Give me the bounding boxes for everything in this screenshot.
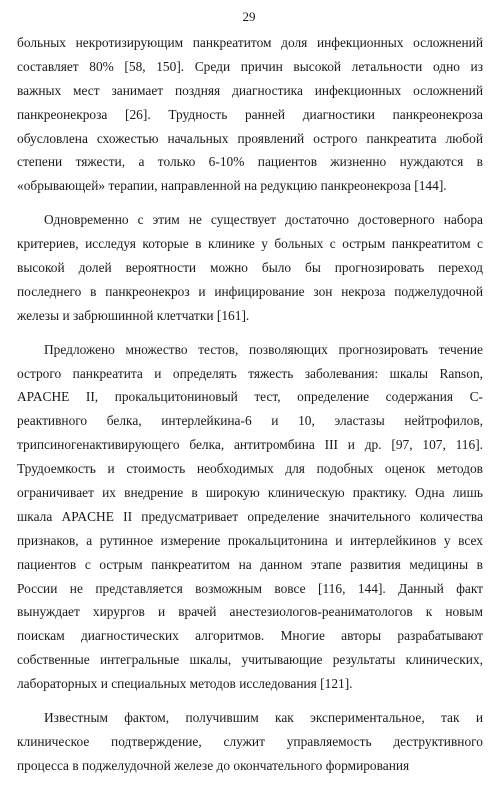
text-line: последнего в панкреонекроз и инфицирование зон некроза поджелудочной (17, 283, 483, 299)
page-number: 29 (242, 9, 256, 24)
text-line: «обрывающей» терапии, направленной на редукцию панкреонекроза [144]. (17, 178, 447, 194)
text-line: больных некротизирующим панкреатитом доля инфекционных осложнений (17, 35, 483, 50)
text-line: APACHE II, прокальцитониновый тест, определение содержания С- (17, 389, 483, 405)
text-line: Одновременно с этим не существует достаточно достоверного набора (44, 212, 483, 228)
text-line: трипсиногенактивирующего белка, антитромбина III и др. [97, 107, 116]. (17, 437, 483, 453)
text-line: ограничивает их внедрение в широкую клиническую практику. Одна лишь (17, 485, 483, 501)
text-line: Трудоемкость и стоимость необходимых для подобных оценок методов (17, 461, 483, 477)
paragraph (17, 31, 483, 198)
body-text (17, 31, 483, 778)
text-line: процесса в поджелудочной железе до окончательного формирования (17, 757, 410, 773)
text-line: Предложено множество тестов, позволяющих прогнозировать течение (44, 341, 483, 357)
text-line: обусловлена схожестью начальных проявлений острого панкреатита любой (17, 130, 483, 146)
text-line: панкреонекроза [26]. Трудность ранней диагностики панкреонекроза (17, 106, 483, 122)
text-line: критериев, исследуя которые в клинике у больных с острым панкреатитом с (17, 236, 483, 252)
text-line: составляет 80% [58, 150]. Среди причин высокой летальности одно из (17, 58, 483, 74)
text-line: высокой долей вероятности можно было бы прогнозировать переход (17, 260, 483, 276)
text-line: железы и забрюшинной клетчатки [161]. (17, 307, 250, 323)
text-line: пациентов с острым панкреатитом на данном этапе развития медицины в (17, 556, 483, 572)
text-line: степени тяжести, а только 6-10% пациентов жизненно нуждаются в (17, 154, 483, 170)
text-line: шкала APACHE II предусматривает определение значительного количества (17, 508, 483, 524)
text-line: острого панкреатита и определять тяжесть заболевания: шкалы Ranson, (17, 365, 483, 381)
text-line: вынуждает хирургов и врачей анестезиологов-реаниматологов к новым (17, 604, 483, 620)
paragraph (17, 208, 483, 327)
text-line: лабораторных и специальных методов исследования [121]. (17, 676, 353, 692)
text-line: России не представляется возможным вовсе [116, 144]. Данный факт (17, 580, 483, 596)
text-line: клиническое подтверждение, служит управляемость деструктивного (17, 733, 483, 749)
text-line: Известным фактом, получившим как экспериментальное, так и (44, 710, 483, 726)
text-line: признаков, а рутинное измерение прокальцитонина и интерлейкинов у всех (17, 532, 483, 548)
paragraph (17, 338, 483, 696)
text-line: поискам диагностических алгоритмов. Многие авторы разрабатывают (17, 628, 483, 644)
paragraph (17, 706, 483, 778)
text-line: реактивного белка, интерлейкина-6 и 10, эластазы нейтрофилов, (17, 413, 483, 429)
text-line: собственные интегральные шкалы, учитывающие результаты клинических, (17, 652, 483, 668)
text-line: важных мест занимает поздняя диагностика инфекционных осложнений (17, 82, 483, 98)
